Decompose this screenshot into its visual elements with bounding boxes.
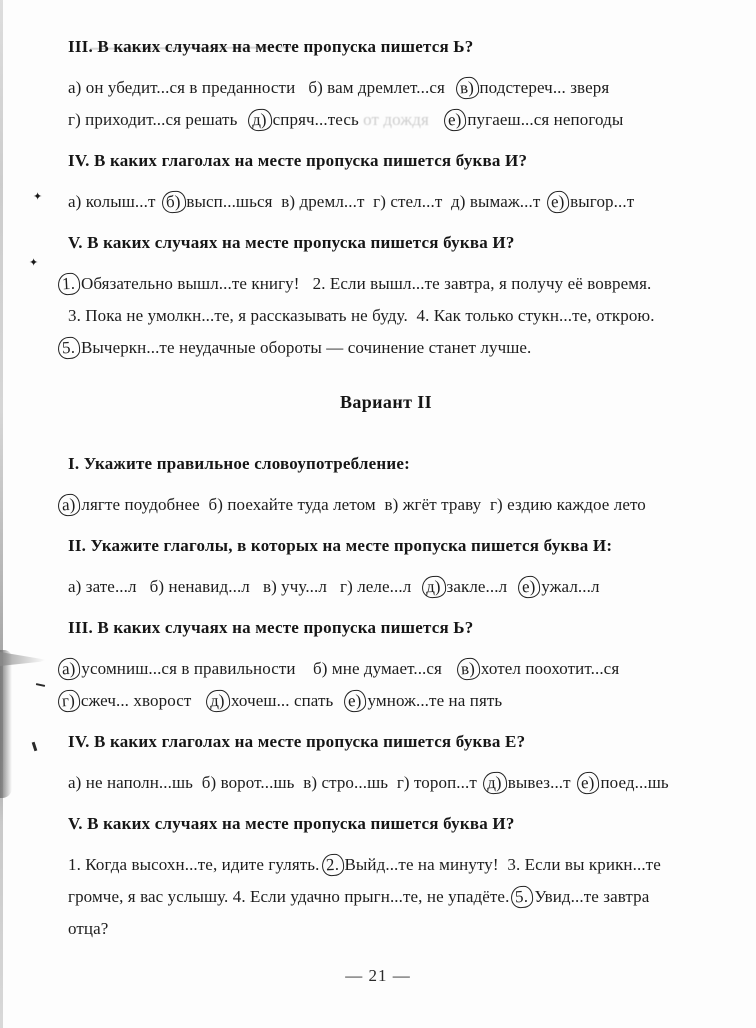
variant-title: Вариант II [339,392,433,412]
exercise-line [61,653,704,685]
exercise-section [68,150,704,218]
exercise-section [61,617,704,717]
exercise-line [68,881,704,913]
page-content [61,36,704,959]
exercise-text: лягте поудобнее б) поехайте туда летом в) жгёт траву г) ездию каждое лето [81,495,646,514]
exercise-text: громче, я вас услышу. 4. Если удачно прыгн...те, не упадёте. [68,887,510,906]
section-heading: IV. В каких глаголах на месте пропуска пишется буква И? [68,151,528,170]
exercise-text: а) он убедит...ся в преданности б) вам дремлет...ся [68,78,454,97]
scan-binding-wedge [0,652,46,666]
ink-speck [32,742,38,751]
section-heading: V. В каких случаях на месте пропуска пишется буква И? [68,233,515,252]
exercise-line [61,685,704,717]
exercise-text: а) зате...л б) ненавид...л в) учу...л г) леле...л [68,577,420,596]
exercise-line [61,489,704,521]
exercise-line [68,186,704,218]
exercise-section [61,453,704,521]
circled-answer-mark: а) [57,657,81,680]
ink-speck: ✦ [33,190,43,203]
section-heading: IV. В каких глаголах на месте пропуска пишется буква Е? [68,732,526,751]
exercise-text: Выйд...те на минуту! 3. Если вы крикн...те [344,855,661,874]
circled-answer-mark: в) [455,76,479,99]
exercise-line [61,268,704,300]
circled-answer-mark: е) [576,771,600,794]
section-heading: III. В каких случаях на месте пропуска пишется Ь? [68,37,474,56]
exercise-text: а) не наполн...шь б) ворот...шь в) стро...шь г) тороп...т [68,773,482,792]
exercise-line [68,104,704,136]
exercise-line [61,332,704,364]
scan-binding-blob [0,650,12,798]
exercise-text [429,110,442,129]
exercise-text: выгор...т [570,192,635,211]
section-heading: V. В каких случаях на месте пропуска пишется буква И? [68,814,515,833]
ink-speck [36,683,45,687]
exercise-section [61,232,704,364]
circled-answer-mark: б) [161,190,186,213]
exercise-text: пугаеш...ся непогоды [467,110,624,129]
circled-answer-mark: д) [483,771,508,794]
exercise-text: 1. Когда высохн...те, идите гулять. [68,855,320,874]
circled-answer-mark: 2. [321,853,344,876]
exercise-text: ужал...л [541,577,600,596]
page-number: — 21 — [345,966,411,985]
circled-answer-mark: е) [517,575,541,598]
exercise-line [68,767,704,799]
section-heading: II. Укажите глаголы, в которых на месте пропуска пишется буква И: [68,536,613,555]
exercise-text: поед...шь [600,773,669,792]
exercise-section [68,535,704,603]
circled-answer-mark: 1. [57,272,80,295]
exercise-text: хотел поохотит...ся [480,659,620,678]
exercise-line [68,913,704,945]
ink-speck: ✦ [29,256,39,269]
exercise-text: усомниш...ся в правильности б) мне думает...ся [81,659,456,678]
circled-answer-mark: е) [443,108,467,131]
section-heading: III. В каких случаях на месте пропуска пишется Ь? [68,618,474,637]
exercise-text: высп...шься в) дремл...т г) стел...т д) вымаж...т [186,192,545,211]
circled-answer-mark: г) [57,689,80,712]
exercise-section [68,731,704,799]
exercise-text: подстереч... зверя [479,78,610,97]
exercise-text: Обязательно вышл...те книгу! 2. Если вышл...те завтра, я получу её вовремя. [80,274,652,293]
exercise-line [68,72,704,104]
circled-answer-mark: е) [546,190,570,213]
exercise-text: а) колыш...т [68,192,160,211]
exercise-line [68,571,704,603]
exercise-text: г) приходит...ся решать [68,110,247,129]
exercise-line [68,849,704,881]
circled-answer-mark: д) [206,689,231,712]
exercise-text: закле...л [446,577,516,596]
section-heading: I. Укажите правильное словоупотребление: [68,454,411,473]
exercise-text: хочеш... спать [230,691,343,710]
faded-text: от дождя [363,110,429,129]
exercise-section [68,813,704,945]
circled-answer-mark: д) [421,575,446,598]
exercise-text: спряч...тесь [272,110,364,129]
exercise-text: 3. Пока не умолкн...те, я рассказывать не буду. 4. Как только стукн...те, открою. [68,306,655,325]
exercise-text: отца? [68,919,109,938]
scan-edge-shadow [0,0,3,1028]
exercise-text: Вычеркн...те неудачные обороты — сочинение станет лучше. [80,338,532,357]
exercise-section [68,36,704,136]
exercise-text: умнож...те на пять [367,691,503,710]
exercise-line [68,300,704,332]
circled-answer-mark: а) [57,493,81,516]
circled-answer-mark: в) [456,657,480,680]
exercise-text: Увид...те завтра [534,887,650,906]
circled-answer-mark: е) [344,689,368,712]
exercise-text: сжеч... хворост [80,691,205,710]
exercise-text: вывез...т [507,773,576,792]
circled-answer-mark: д) [248,108,273,131]
circled-answer-mark: 5. [57,336,80,359]
circled-answer-mark: 5. [511,885,534,908]
